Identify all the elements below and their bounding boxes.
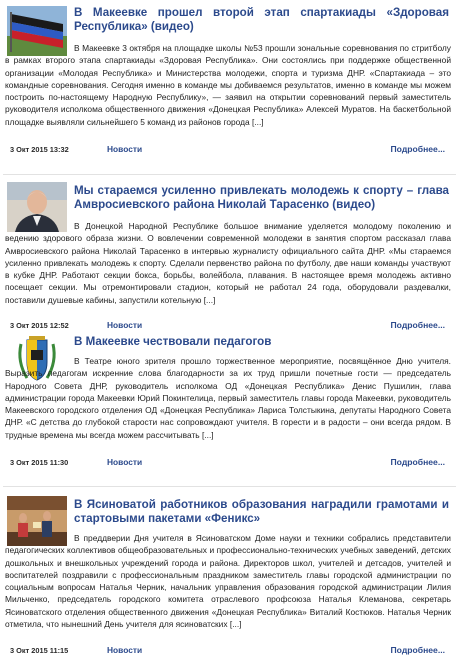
- read-more-link[interactable]: Подробнее...: [390, 457, 445, 467]
- article-excerpt: В Макеевке 3 октября на площадке школы №53 прошли зональные соревнования по стритболу в рамках второго этапа спартакиады «Здоровая Республика». Они состоялись при поддержке общественной организации «Молодая Республика» и Министерства молодежи, спорта и туризма ДНР. «Спартакиада – это командные соревнования. Сегодня именно в команде мы добиваемся результатов, именно в команде мы можем построить по-настоящему Народную Республику», — заявил на открытии соревнований первый заместитель руководителя исполкома общественного движения «Донецкая Республика» Алексей Муратов. На баскетбольной площадке выявляли сильнейшего 5 команд из районов города [...]: [5, 43, 451, 127]
- article-title-link[interactable]: В Макеевке прошел второй этап спартакиады «Здоровая Республика» (видео): [74, 6, 449, 33]
- article-date: 3 Окт 2015 13:32: [10, 145, 69, 154]
- article-meta: [0, 456, 459, 470]
- article-category-link[interactable]: Новости: [107, 457, 143, 467]
- article-excerpt: В Донецкой Народной Республике большое внимание уделяется молодому поколению и ведению здорового образа жизни. О вовлечении современной молодежи в занятия спортом рассказал глава Амвросиевского района Николай Тарасенко в интервью журналисту официального сайта ДНР. «Мы стараемся усиленно привлекать молодежь к спорту. Сделали первенство района по футболу, две наши команды участвуют в кубке ДНР. Работают секции бокса, борьбы, волейбола, плавания. В настоящее время молодежь активно посещает секции. Мы отремонтировали стадион, который не работал 24 года, оборудовали раздевалки, поставили душевые кабины, запустили котельную [...]: [5, 221, 451, 305]
- article-meta: [0, 143, 459, 157]
- article-meta: [0, 644, 459, 658]
- read-more-link[interactable]: Подробнее...: [390, 320, 445, 330]
- article-title-link[interactable]: Мы стараемся усиленно привлекать молодежь к спорту – глава Амвросиевского района Николай Тарасенко (видео): [74, 184, 449, 211]
- article-excerpt: В преддверии Дня учителя в Ясиноватском Доме науки и техники собрались представители педагогических коллективов общеобразовательных и профессионально-технических учебных заведений, детских дошкольных и внешкольных учреждений города и района. Директоров школ, учителей и детсадов, учителей и воспитателей поздравили с профессиональным праздником заместитель главы городской администрации по социальным вопросам Наталья Черник, начальник управления образования городской администрации Лилия Мильченко, председатель городского комитета отраслевого профсоюза Наталья Клеманова, секретарь Ясиноватского отделения общественного движения «Донецкая Республика» Виталий Костюков. Наталья Черник отметила, что нынешний День учителя для ясиноватских [...]: [5, 533, 451, 630]
- article-title-link[interactable]: В Ясиноватой работников образования наградили грамотами и стартовыми пакетами «Феникс»: [74, 498, 449, 525]
- article-date: 3 Окт 2015 12:52: [10, 321, 69, 330]
- news-article: [0, 0, 459, 166]
- news-article: [0, 486, 459, 663]
- read-more-link[interactable]: Подробнее...: [390, 144, 445, 154]
- article-title-link[interactable]: В Макеевке чествовали педагогов: [74, 335, 272, 348]
- article-category-link[interactable]: Новости: [107, 144, 143, 154]
- article-date: 3 Окт 2015 11:30: [10, 458, 69, 467]
- news-article: [0, 174, 459, 334]
- article-category-link[interactable]: Новости: [107, 645, 143, 655]
- article-excerpt: В Театре юного зрителя прошло торжественное мероприятие, посвящённое Дню учителя. Выразить педагогам искренние слова благодарности за их труд пришли почетные гости — председатель Народного Совета ДНР, руководитель исполкома ОД «Донецкая Республика» Денис Пушилин, глава администрации города Макеевки Юрий Покинтелица, первый заместитель главы города Макеевки, руководитель Макеевского городского отделения ОД «Донецкая Республика» Лариса Толстыкина, депутаты Народного Совета ДНР. «С детства до глубокой старости нас сопровождают учителя. В горести и в радости – они всегда рядом. В трудные времена мы всегда можем рассчитывать [...]: [5, 356, 451, 440]
- news-article: [0, 330, 459, 480]
- article-category-link[interactable]: Новости: [107, 320, 143, 330]
- article-date: 3 Окт 2015 11:15: [10, 646, 69, 655]
- read-more-link[interactable]: Подробнее...: [390, 645, 445, 655]
